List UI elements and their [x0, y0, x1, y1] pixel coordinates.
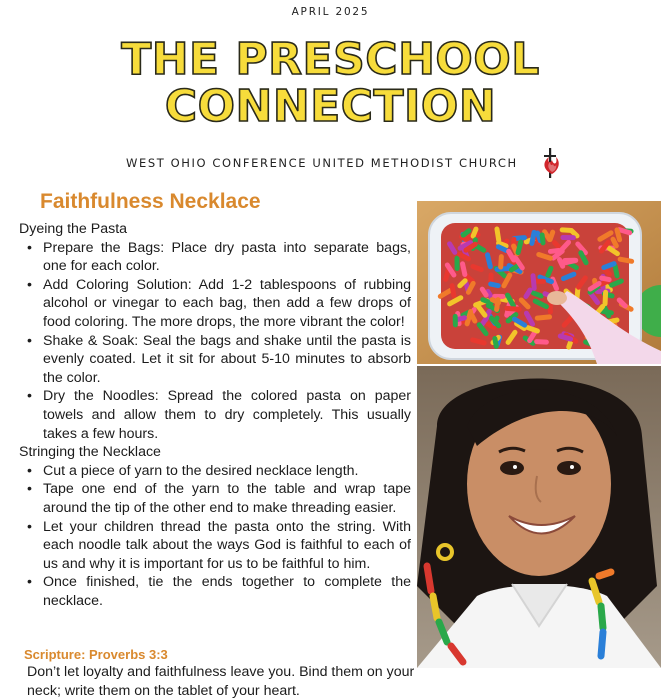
pasta-piece	[497, 229, 499, 240]
stringing-steps-list	[19, 462, 411, 611]
pasta-piece	[550, 232, 553, 239]
pasta-piece	[550, 250, 558, 251]
pasta-piece	[533, 276, 534, 289]
issue-date: APRIL 2025	[291, 6, 370, 18]
section-title-stringing: Stringing the Necklace	[19, 444, 161, 461]
article-heading: Faithfulness Necklace	[40, 190, 261, 213]
pasta-piece	[498, 247, 506, 251]
pasta-piece	[528, 328, 537, 331]
list-item: • Let your children thread the pasta onto the string. With each noodle talk about the ways God is faithful to each of us and why it is important for us to be faithful to him.	[43, 518, 411, 574]
pasta-piece	[446, 270, 449, 279]
list-item: • Shake & Soak: Seal the bags and shake until the pasta is evenly coated. Let it sit for about 5-10 minutes to absorb the color.	[43, 332, 411, 388]
title-line-1: THE PRESCHOOL	[121, 34, 540, 85]
pasta-piece	[452, 286, 454, 296]
section-title-dyeing: Dyeing the Pasta	[19, 221, 128, 237]
pasta-piece	[560, 336, 570, 339]
pasta-piece	[495, 339, 496, 347]
pasta-piece	[559, 260, 562, 267]
pasta-piece	[537, 317, 549, 318]
pasta-piece	[463, 264, 465, 275]
pasta-piece	[613, 239, 616, 246]
pasta-piece	[617, 230, 620, 240]
newsletter-title	[0, 36, 661, 130]
article-body	[19, 220, 411, 610]
pasta-piece	[620, 259, 632, 261]
cross-and-flame-icon	[539, 148, 563, 178]
pasta-piece	[482, 289, 486, 295]
pasta-piece	[619, 230, 629, 233]
list-item: • Dry the Noodles: Spread the colored pasta on paper towels and allow them to dry completely. This usually takes a few hours.	[43, 387, 411, 443]
scripture-text: Don’t let loyalty and faithfulness leave you. Bind them on your neck; write them on the tablet of your heart.	[27, 664, 415, 699]
title-line-2: CONNECTION	[164, 81, 497, 132]
dyeing-steps-list	[19, 239, 411, 444]
pasta-piece	[491, 284, 499, 286]
list-item: • Once finished, tie the ends together to complete the necklace.	[43, 573, 411, 610]
pasta-piece	[605, 292, 606, 304]
list-item: • Add Coloring Solution: Add 1-2 tablespoons of rubbing alcohol or vinegar to each bag, then add a few drops of food coloring. The more drops, the more vibrant the color!	[43, 276, 411, 332]
pasta-piece	[533, 293, 541, 296]
pasta-piece	[501, 257, 502, 267]
pasta-piece	[602, 278, 609, 280]
scripture-label: Scripture: Proverbs 3:3	[24, 647, 168, 662]
pasta-piece	[492, 300, 498, 303]
list-item: • Cut a piece of yarn to the desired necklace length.	[43, 462, 411, 481]
pasta-piece	[472, 315, 475, 321]
pasta-piece	[507, 308, 519, 309]
pasta-piece	[526, 290, 530, 296]
pasta-piece	[542, 235, 543, 243]
pasta-piece	[473, 229, 476, 236]
child-with-necklace-photo	[417, 366, 661, 668]
pasta-bin-photo	[417, 201, 661, 364]
organization-name: WEST OHIO CONFERENCE UNITED METHODIST CHURCH	[126, 156, 518, 170]
pasta-piece	[487, 255, 490, 267]
pasta-piece	[615, 266, 617, 276]
pasta-piece	[532, 232, 534, 243]
pasta-piece	[463, 231, 469, 235]
pasta-piece	[518, 242, 521, 253]
list-item: • Tape one end of the yarn to the table and wrap tape around the tip of the other end to make threading easier.	[43, 480, 411, 517]
list-item: • Prepare the Bags: Place dry pasta into separate bags, one for each color.	[43, 239, 411, 276]
pasta-piece	[473, 267, 481, 270]
pasta-piece	[548, 268, 551, 275]
pasta-piece	[473, 340, 485, 343]
